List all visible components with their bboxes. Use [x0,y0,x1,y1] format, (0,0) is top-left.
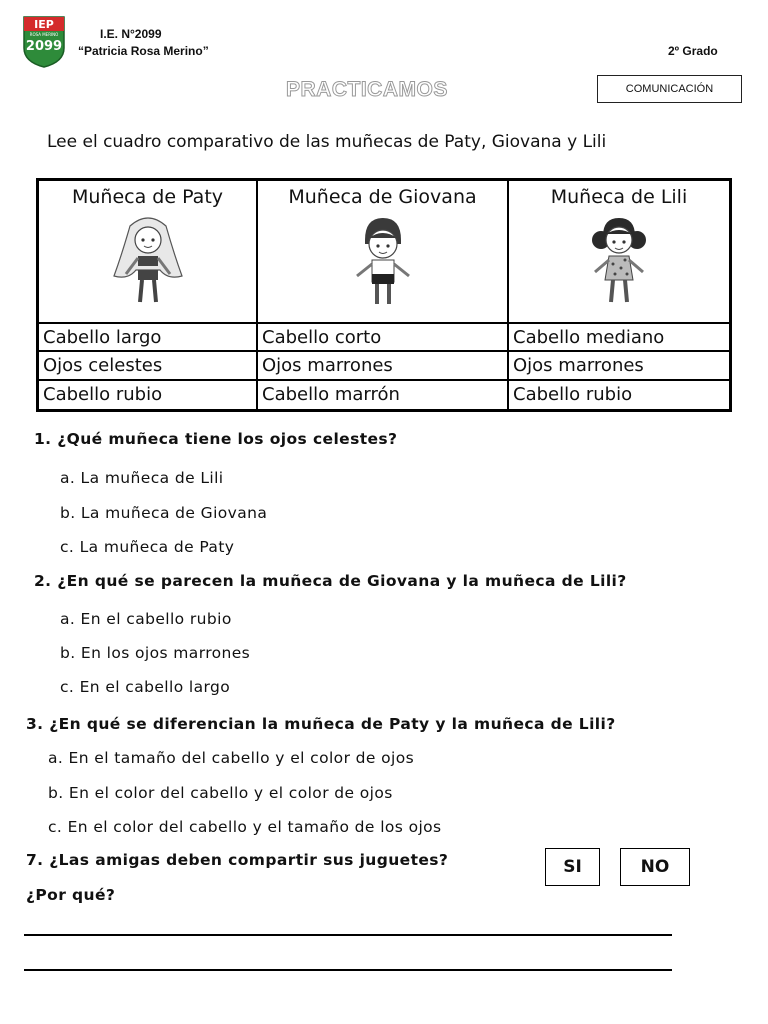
doll-paty-illustration [108,214,188,309]
q1-option-b: b. La muñeca de Giovana [60,504,268,522]
header-label: Muñeca de Lili [550,186,688,208]
grade-label: 2º Grado [668,44,718,58]
page-title: PRACTICAMOS [286,78,448,101]
q2-option-a: a. En el cabello rubio [60,610,232,628]
q1-option-a: a. La muñeca de Lili [60,469,224,487]
header-label: Muñeca de Giovana [288,186,477,208]
q3-option-b: b. En el color del cabello y el color de ojos [48,784,393,802]
table-cell: Cabello corto [258,324,509,352]
q3-option-a: a. En el tamaño del cabello y el color de ojos [48,749,415,767]
header-cell-paty [39,181,258,324]
header-cell-lili [509,181,729,324]
question-7-followup: ¿Por qué? [26,886,116,904]
q2-option-b: b. En los ojos marrones [60,644,251,662]
choice-no-box[interactable]: NO [620,848,690,886]
question-1: 1. ¿Qué muñeca tiene los ojos celestes? [34,430,398,448]
question-7: 7. ¿Las amigas deben compartir sus juguetes? [26,851,449,869]
q1-option-c: c. La muñeca de Paty [60,538,235,556]
instruction-text: Lee el cuadro comparativo de las muñecas de Paty, Giovana y Lili [47,132,607,152]
table-cell: Cabello rubio [39,381,258,409]
header-cell-giovana [258,181,509,324]
school-subtitle: “Patricia Rosa Merino” [78,44,209,58]
q3-option-c: c. En el color del cabello y el tamaño de los ojos [48,818,442,836]
school-logo [20,14,68,68]
table-cell: Ojos marrones [258,352,509,380]
logo-band-text: ROSA MERINO [29,32,59,37]
question-2: 2. ¿En qué se parecen la muñeca de Giovana y la muñeca de Lili? [34,572,627,590]
choice-si-box[interactable]: SI [545,848,600,886]
subject-box: COMUNICACIÓN [597,75,742,103]
table-cell: Cabello marrón [258,381,509,409]
table-cell: Ojos marrones [509,352,729,380]
school-name: I.E. N°2099 [100,27,162,41]
question-3: 3. ¿En qué se diferencian la muñeca de Paty y la muñeca de Lili? [26,715,616,733]
answer-line-2[interactable] [24,969,672,971]
table-cell: Cabello mediano [509,324,729,352]
doll-giovana-illustration [343,214,423,309]
doll-lili-illustration [579,214,659,309]
logo-number-text: 2099 [25,39,63,54]
doll-comparison-table [36,178,732,412]
q2-option-c: c. En el cabello largo [60,678,231,696]
table-cell: Cabello rubio [513,384,633,406]
answer-line-1[interactable] [24,934,672,936]
logo-top-text: IEP [34,18,54,31]
table-cell: Ojos celestes [39,352,258,380]
table-cell: Cabello largo [39,324,258,352]
header-label: Muñeca de Paty [71,186,224,208]
